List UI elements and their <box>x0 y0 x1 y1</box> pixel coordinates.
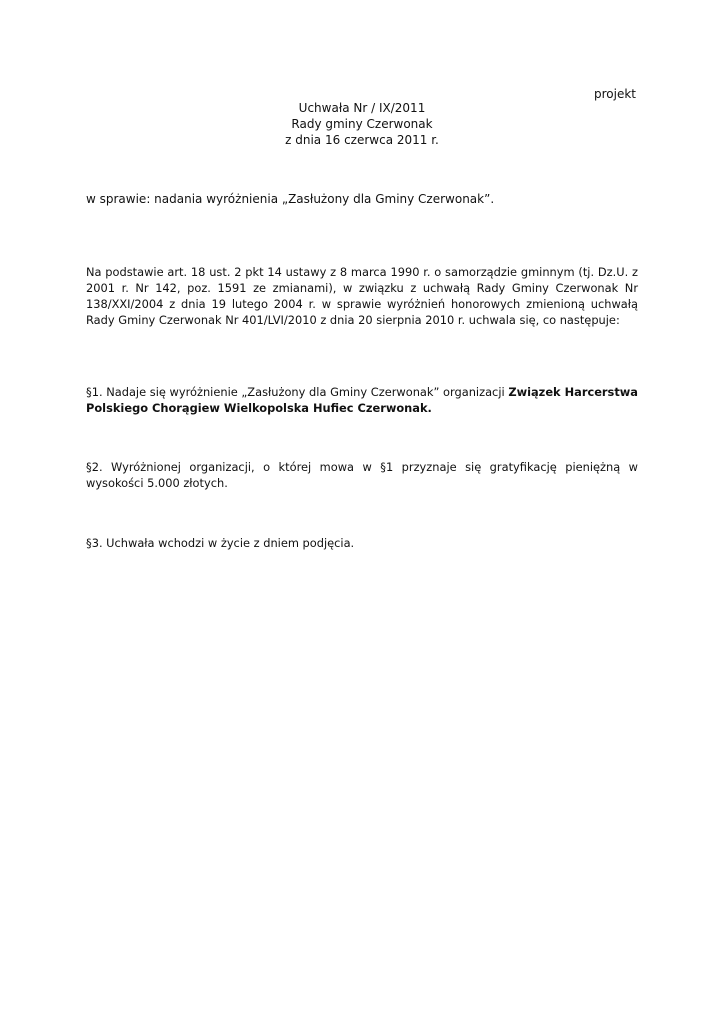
resolution-header <box>0 100 724 148</box>
section-1-organization: Związek Harcerstwa Polskiego Chorągiew Wielkopolska Hufiec Czerwonak <box>86 385 638 415</box>
section-3-paragraph: §3. Uchwała wchodzi w życie z dniem podjęcia. <box>86 536 355 550</box>
resolution-date: z dnia 16 czerwca 2011 r. <box>285 133 439 147</box>
section-1-paragraph <box>86 384 638 416</box>
council-name: Rady gminy Czerwonak <box>291 117 433 131</box>
legal-basis-paragraph: Na podstawie art. 18 ust. 2 pkt 14 ustawy z 8 marca 1990 r. o samorządzie gminnym (tj. Dz.U. z 2001 r. Nr 142, poz. 1591 ze zmianami), w związku z uchwałą Rady Gminy Czerwonak Nr 138/XXI/2004 z dnia 19 lutego 2004 r. w sprawie wyróżnień honorowych zmienioną uchwałą Rady Gminy Czerwonak Nr 401/LVI/2010 z dnia 20 sierpnia 2010 r. uchwala się, co następuje: <box>86 265 638 327</box>
resolution-number: Uchwała Nr / IX/2011 <box>298 101 426 115</box>
section-1-end: . <box>427 401 432 415</box>
section-1-text: §1. Nadaje się wyróżnienie „Zasłużony dla Gminy Czerwonak” organizacji <box>86 385 509 399</box>
projekt-label: projekt <box>594 87 636 101</box>
resolution-subject: w sprawie: nadania wyróżnienia „Zasłużony dla Gminy Czerwonak”. <box>86 192 495 206</box>
section-2-paragraph: §2. Wyróżnionej organizacji, o której mowa w §1 przyznaje się gratyfikację pieniężną w wysokości 5.000 złotych. <box>86 460 638 490</box>
